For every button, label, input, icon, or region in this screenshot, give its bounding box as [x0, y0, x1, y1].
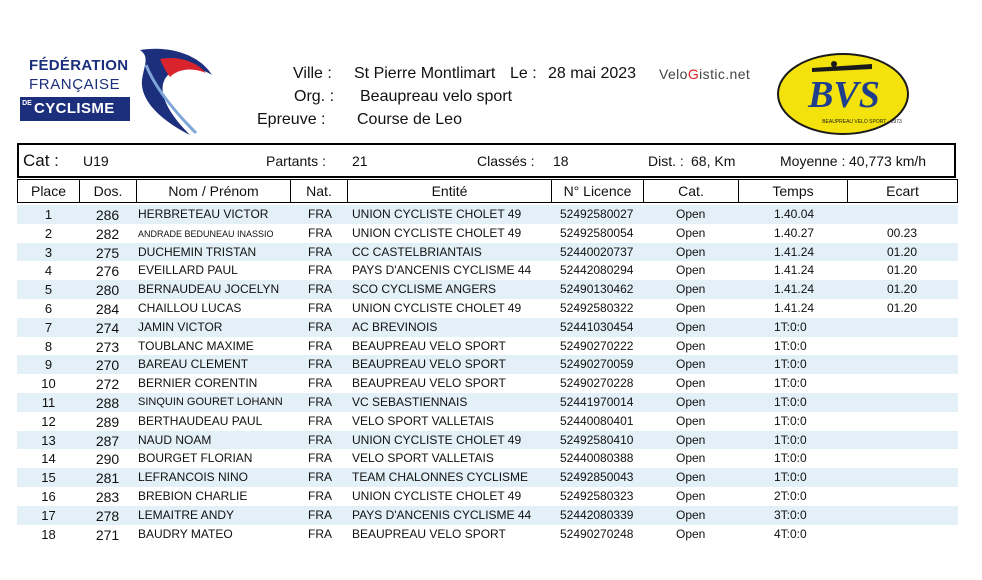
cell-nom: JAMIN VICTOR [138, 319, 223, 334]
cell-licence: 52490270228 [560, 376, 634, 391]
cell-nat: FRA [308, 300, 332, 315]
cell-temps: 1.41.24 [774, 282, 815, 297]
cell-licence: 52492580323 [560, 488, 634, 503]
table-row [17, 355, 958, 374]
cell-cat: Open [676, 451, 706, 466]
cell-licence: 52490270248 [560, 526, 634, 541]
cell-temps: 1T:0:0 [774, 357, 807, 372]
cell-place: 1 [44, 207, 53, 222]
cell-nat: FRA [308, 357, 332, 372]
cell-cat: Open [676, 376, 706, 391]
cell-nat: FRA [308, 507, 332, 522]
col-nat: Nat. [290, 179, 348, 203]
cell-place: 17 [41, 507, 56, 523]
cell-dos: 270 [95, 357, 120, 374]
cell-temps: 1T:0:0 [774, 413, 807, 428]
cell-cat: Open [676, 394, 706, 409]
cell-entite: BEAUPREAU VELO SPORT [352, 376, 506, 391]
ffc-logo-line2: FRANÇAISE [29, 76, 121, 93]
cell-temps: 3T:0:0 [774, 507, 807, 522]
cell-temps: 1.41.24 [774, 244, 815, 259]
cell-nat: FRA [308, 451, 332, 466]
cell-licence: 52441970014 [560, 394, 634, 409]
cell-place: 16 [41, 488, 56, 504]
cell-entite: UNION CYCLISTE CHOLET 49 [352, 432, 522, 447]
category-bar [17, 143, 956, 178]
cell-dos: 274 [95, 319, 120, 336]
col-temps: Temps [738, 179, 848, 203]
cell-licence: 52492580027 [560, 207, 634, 221]
table-row [17, 337, 958, 356]
cell-entite: AC BREVINOIS [352, 319, 438, 334]
cell-nom: BOURGET FLORIAN [138, 451, 253, 466]
cell-cat: Open [676, 300, 706, 315]
cell-entite: SCO CYCLISME ANGERS [352, 282, 497, 297]
cell-entite: BEAUPREAU VELO SPORT [352, 526, 506, 541]
cell-nat: FRA [308, 282, 332, 297]
cell-entite: VC SEBASTIENNAIS [352, 394, 468, 409]
table-row [17, 224, 958, 243]
cell-entite: VELO SPORT VALLETAIS [352, 451, 494, 466]
partants-label: Partants : [266, 153, 326, 169]
ffc-swoosh-icon [130, 45, 230, 140]
table-row [17, 393, 958, 412]
bvs-logo [776, 52, 911, 136]
cell-dos: 275 [95, 244, 120, 261]
cell-entite: VELO SPORT VALLETAIS [352, 413, 494, 428]
cell-entite: UNION CYCLISTE CHOLET 49 [352, 300, 522, 315]
cell-licence: 52490130462 [560, 282, 634, 297]
table-row [17, 506, 958, 525]
cell-dos: 273 [95, 338, 120, 355]
cell-dos: 290 [95, 451, 120, 468]
cell-cat: Open [676, 507, 706, 522]
cell-place: 15 [41, 470, 56, 486]
table-row [17, 318, 958, 337]
cat-label: Cat : [23, 151, 59, 170]
cell-nom: TOUBLANC MAXIME [138, 338, 254, 353]
cell-temps: 1T:0:0 [774, 432, 807, 447]
cell-cat: Open [676, 207, 706, 221]
cell-place: 13 [41, 432, 56, 448]
cell-cat: Open [676, 413, 706, 428]
cell-place: 4 [44, 263, 53, 279]
cell-cat: Open [676, 338, 706, 353]
cell-place: 2 [44, 225, 53, 241]
dist-label: Dist. : [648, 153, 684, 169]
cat-value: U19 [83, 153, 109, 169]
cell-cat: Open [676, 526, 706, 541]
cell-nom: LEFRANCOIS NINO [138, 470, 249, 485]
cell-temps: 1T:0:0 [774, 376, 807, 391]
cell-ecart: 01.20 [887, 300, 918, 315]
epreuve-value: Course de Leo [357, 111, 462, 128]
cell-dos: 272 [95, 376, 120, 393]
cell-entite: CC CASTELBRIANTAIS [352, 244, 482, 259]
cell-place: 18 [41, 526, 56, 542]
table-row [17, 243, 958, 262]
cell-temps: 1.40.27 [774, 225, 815, 240]
cell-nat: FRA [308, 338, 332, 353]
table-row [17, 431, 958, 450]
cell-place: 8 [44, 338, 53, 354]
cell-nat: FRA [308, 432, 332, 447]
cell-nat: FRA [308, 413, 332, 428]
col-licence: N° Licence [551, 179, 644, 203]
cell-licence: 52492850043 [560, 470, 634, 485]
col-cat: Cat. [643, 179, 739, 203]
bvs-logo-text: BVS [808, 74, 880, 116]
ffc-logo-line3: CYCLISME [34, 100, 115, 117]
cell-temps: 1T:0:0 [774, 470, 807, 485]
cell-licence: 52442080339 [560, 507, 634, 522]
table-row [17, 525, 958, 544]
col-entite: Entité [347, 179, 552, 203]
table-row [17, 374, 958, 393]
results-table-body [17, 205, 958, 543]
cell-dos: 283 [95, 488, 120, 505]
cell-dos: 288 [95, 394, 120, 411]
cell-ecart: 01.20 [887, 263, 918, 278]
cell-place: 6 [44, 300, 53, 316]
cell-place: 7 [44, 319, 53, 335]
cell-dos: 278 [95, 507, 120, 524]
cell-nat: FRA [308, 376, 332, 391]
cell-nat: FRA [308, 526, 332, 541]
cell-nom: NAUD NOAM [138, 432, 212, 447]
cell-dos: 281 [95, 470, 120, 487]
partants-value: 21 [352, 153, 368, 169]
cell-temps: 1T:0:0 [774, 451, 807, 466]
velogistic-part1: Velo [659, 66, 688, 82]
cell-entite: UNION CYCLISTE CHOLET 49 [352, 225, 522, 240]
cell-nat: FRA [308, 244, 332, 259]
org-value: Beaupreau velo sport [360, 88, 513, 105]
cell-dos: 276 [95, 263, 120, 280]
cell-ecart: 01.20 [887, 244, 918, 259]
org-label: Org. : [294, 88, 335, 105]
cell-temps: 2T:0:0 [774, 488, 807, 503]
cell-nat: FRA [308, 207, 332, 221]
cell-nom: ANDRADE BEDUNEAU INASSIO [138, 228, 274, 239]
cell-temps: 1T:0:0 [774, 394, 807, 409]
cell-nom: HERBRETEAU VICTOR [138, 207, 269, 221]
cell-cat: Open [676, 488, 706, 503]
cell-temps: 1.41.24 [774, 263, 815, 278]
table-row [17, 205, 958, 224]
cell-nom: DUCHEMIN TRISTAN [138, 244, 257, 259]
moyenne-value: 40,773 km/h [849, 153, 927, 169]
cell-temps: 1.41.24 [774, 300, 815, 315]
cell-dos: 287 [95, 432, 120, 449]
ffc-logo-line1: FÉDÉRATION [29, 57, 129, 74]
cell-place: 9 [44, 357, 53, 373]
date-label: Le : [510, 65, 537, 82]
col-dos: Dos. [79, 179, 137, 203]
cell-licence: 52442080294 [560, 263, 634, 278]
classes-value: 18 [553, 153, 569, 169]
ffc-logo-prefix: DE [22, 100, 32, 107]
cell-dos: 284 [95, 300, 120, 317]
cell-dos: 280 [95, 282, 120, 299]
velogistic-part2: G [687, 66, 700, 82]
cell-nat: FRA [308, 319, 332, 334]
table-row [17, 449, 958, 468]
results-table-header [17, 179, 958, 205]
cell-nat: FRA [308, 263, 332, 278]
cell-licence: 52492580322 [560, 300, 634, 315]
cell-temps: 4T:0:0 [774, 526, 807, 541]
cell-licence: 52441030454 [560, 319, 634, 334]
cell-cat: Open [676, 282, 706, 297]
cell-entite: PAYS D'ANCENIS CYCLISME 44 [352, 263, 532, 278]
date-value: 28 mai 2023 [548, 65, 637, 82]
cell-entite: UNION CYCLISTE CHOLET 49 [352, 207, 522, 221]
cell-licence: 52490270059 [560, 357, 634, 372]
cell-ecart: 01.20 [887, 282, 918, 297]
table-row [17, 299, 958, 318]
cell-cat: Open [676, 225, 706, 240]
cell-licence: 52440080401 [560, 413, 634, 428]
cell-nom: BAREAU CLEMENT [138, 357, 249, 372]
cell-dos: 289 [95, 413, 120, 430]
cell-place: 3 [44, 244, 53, 260]
cell-licence: 52440080388 [560, 451, 634, 466]
cell-nom: BERTHAUDEAU PAUL [138, 413, 263, 428]
classes-label: Classés : [477, 153, 535, 169]
cell-nom: EVEILLARD PAUL [138, 263, 238, 278]
cell-place: 12 [41, 413, 56, 429]
cell-dos: 282 [95, 225, 120, 242]
cell-licence: 52440020737 [560, 244, 634, 259]
cell-nom: BAUDRY MATEO [138, 526, 233, 541]
table-row [17, 468, 958, 487]
cell-entite: TEAM CHALONNES CYCLISME [352, 470, 529, 485]
dist-value: 68, Km [691, 153, 736, 169]
epreuve-label: Epreuve : [257, 111, 326, 128]
cell-nom: SINQUIN GOURET LOHANN [138, 395, 283, 408]
col-place: Place [17, 179, 80, 203]
cell-temps: 1T:0:0 [774, 338, 807, 353]
cell-nom: BERNIER CORENTIN [138, 376, 258, 391]
velogistic-part3: istic.net [699, 66, 751, 82]
cell-licence: 52492580054 [560, 225, 634, 240]
cell-cat: Open [676, 263, 706, 278]
cell-nom: BERNAUDEAU JOCELYN [138, 282, 280, 297]
ville-value: St Pierre Montlimart [354, 65, 496, 82]
cell-dos: 286 [95, 207, 120, 223]
cell-entite: PAYS D'ANCENIS CYCLISME 44 [352, 507, 532, 522]
cell-cat: Open [676, 319, 706, 334]
cell-place: 10 [41, 376, 56, 392]
cell-nom: CHAILLOU LUCAS [138, 300, 242, 315]
cell-cat: Open [676, 244, 706, 259]
cell-nat: FRA [308, 488, 332, 503]
table-row [17, 261, 958, 280]
table-row [17, 280, 958, 299]
ffc-logo [20, 45, 230, 140]
cell-nat: FRA [308, 470, 332, 485]
table-row [17, 412, 958, 431]
cell-ecart: 00.23 [887, 225, 918, 240]
cell-licence: 52492580410 [560, 432, 634, 447]
cell-dos: 271 [95, 526, 120, 543]
bvs-logo-subtext: BEAUPREAU VELO SPORT - 1973 [822, 119, 902, 125]
ville-label: Ville : [293, 65, 332, 82]
col-ecart: Ecart [847, 179, 958, 203]
col-nom: Nom / Prénom [136, 179, 291, 203]
cell-place: 11 [41, 394, 56, 410]
cell-temps: 1T:0:0 [774, 319, 807, 334]
velogistic-link[interactable] [659, 66, 750, 82]
cell-temps: 1.40.04 [774, 207, 815, 221]
cell-cat: Open [676, 432, 706, 447]
cell-nat: FRA [308, 394, 332, 409]
cell-entite: BEAUPREAU VELO SPORT [352, 338, 506, 353]
cell-place: 14 [41, 451, 56, 467]
cell-nom: LEMAITRE ANDY [138, 507, 235, 522]
cell-cat: Open [676, 470, 706, 485]
cell-place: 5 [44, 282, 53, 298]
cell-cat: Open [676, 357, 706, 372]
cell-nat: FRA [308, 225, 332, 240]
table-row [17, 487, 958, 506]
cell-entite: UNION CYCLISTE CHOLET 49 [352, 488, 522, 503]
cell-licence: 52490270222 [560, 338, 634, 353]
moyenne-label: Moyenne : [780, 153, 846, 169]
cell-nom: BREBION CHARLIE [138, 488, 248, 503]
cell-entite: BEAUPREAU VELO SPORT [352, 357, 506, 372]
